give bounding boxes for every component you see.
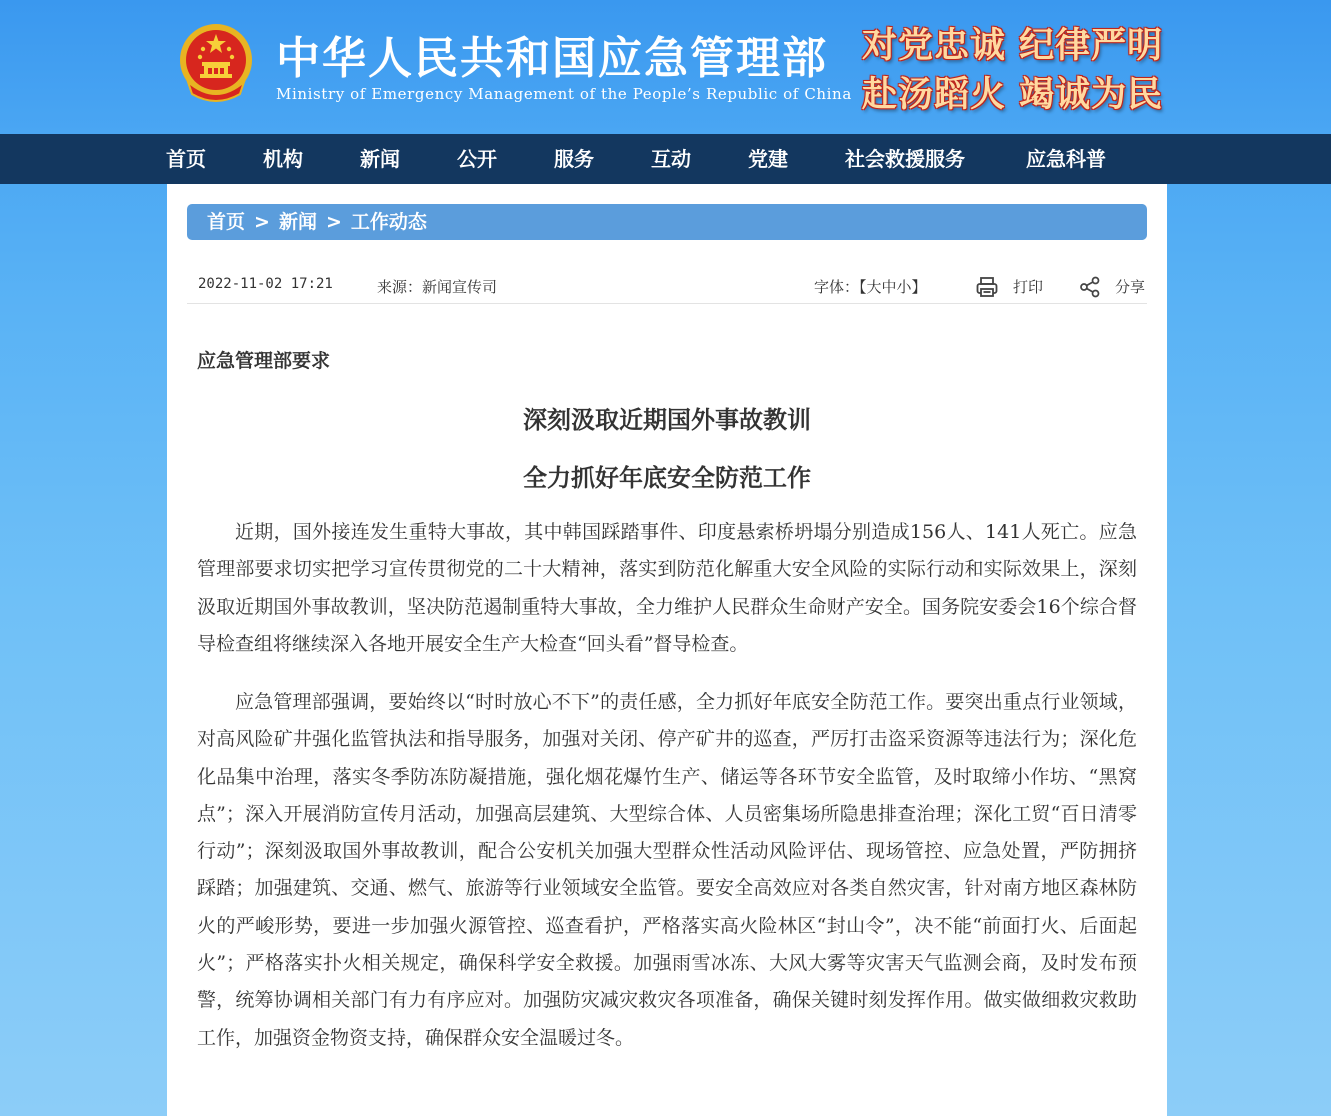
breadcrumb-work-news[interactable]: 工作动态 bbox=[350, 211, 427, 233]
font-size-selector[interactable]: 字体：【大中小】 bbox=[814, 278, 927, 296]
national-emblem-icon[interactable] bbox=[178, 22, 254, 104]
slogan-line-1: 对党忠诚 纪律严明 bbox=[862, 25, 1164, 66]
share-icon[interactable] bbox=[1079, 276, 1101, 298]
nav-item-science[interactable]: 应急科普 bbox=[1026, 147, 1106, 171]
nav-item-party-building[interactable]: 党建 bbox=[748, 147, 788, 171]
nav-item-social-rescue[interactable]: 社会救援服务 bbox=[845, 147, 965, 171]
main-nav bbox=[0, 134, 1331, 184]
article-paragraph: 近期，国外接连发生重特大事故，其中韩国踩踏事件、印度悬索桥坍塌分别造成156人、141人死亡。应急管理部要求切实把学习宣传贯彻党的二十大精神，落实到防范化解重大安全风险的实际行动和实际效果上，深刻汲取近期国外事故教训，坚决防范遏制重特大事故，全力维护人民群众生命财产安全。国务院安委会16个综合督导检查组将继续深入各地开展安全生产大检查“回头看”督导检查。 bbox=[197, 521, 1137, 655]
print-button[interactable]: 打印 bbox=[1013, 278, 1044, 296]
breadcrumb-home[interactable]: 首页 bbox=[207, 211, 246, 233]
article-source: 来源：新闻宣传司 bbox=[377, 278, 498, 296]
nav-item-home[interactable]: 首页 bbox=[166, 147, 206, 171]
share-button[interactable]: 分享 bbox=[1115, 278, 1146, 296]
article-title-line-2: 全力抓好年底安全防范工作 bbox=[523, 463, 811, 492]
article-title-line-1: 深刻汲取近期国外事故教训 bbox=[523, 405, 811, 434]
article-container bbox=[167, 184, 1167, 1116]
nav-item-organization[interactable]: 机构 bbox=[263, 147, 303, 171]
article-meta bbox=[187, 268, 1147, 304]
nav-item-disclosure[interactable]: 公开 bbox=[457, 147, 497, 171]
printer-icon[interactable] bbox=[975, 275, 999, 299]
breadcrumb-news[interactable]: 新闻 bbox=[278, 211, 317, 233]
breadcrumb-separator: > bbox=[254, 211, 270, 233]
article-intro-head: 应急管理部要求 bbox=[197, 350, 331, 372]
slogan-line-2: 赴汤蹈火 竭诚为民 bbox=[862, 74, 1164, 115]
nav-item-interaction[interactable]: 互动 bbox=[651, 147, 691, 171]
nav-item-services[interactable]: 服务 bbox=[554, 147, 594, 171]
breadcrumb-separator: > bbox=[325, 211, 342, 233]
publish-date: 2022-11-02 17:21 bbox=[198, 276, 333, 292]
nav-item-news[interactable]: 新闻 bbox=[360, 147, 400, 171]
site-title[interactable]: 中华人民共和国应急管理部 bbox=[276, 33, 828, 84]
breadcrumb bbox=[187, 204, 1147, 240]
article-paragraph: 应急管理部强调，要始终以“时时放心不下”的责任感，全力抓好年底安全防范工作。要突出重点行业领域，对高风险矿井强化监管执法和指导服务，加强对关闭、停产矿井的巡查，严厉打击盗采资源等违法行为；深化危化品集中治理，落实冬季防冻防凝措施，强化烟花爆竹生产、储运等各环节安全监管，及时取缔小作坊、“黑窝点”；深入开展消防宣传月活动，加强高层建筑、大型综合体、人员密集场所隐患排查治理；深化工贸“百日清零行动”；深刻汲取国外事故教训，配合公安机关加强大型群众性活动风险评估、现场管控、应急处置，严防拥挤踩踏；加强建筑、交通、燃气、旅游等行业领域安全监管。要安全高效应对各类自然灾害，针对南方地区森林防火的严峻形势，要进一步加强火源管控、巡查看护，严格落实高火险林区“封山令”，决不能“前面打火、后面起火”；严格落实扑火相关规定，确保科学安全救援。加强雨雪冰冻、大风大雾等灾害天气监测会商，及时发布预警，统筹协调相关部门有力有序应对。加强防灾减灾救灾各项准备，确保关键时刻发挥作用。做实做细救灾救助工作，加强资金物资支持，确保群众安全温暖过冬。 bbox=[197, 691, 1137, 1049]
site-header bbox=[0, 0, 1331, 134]
site-subtitle: Ministry of Emergency Management of the People’s Republic of China bbox=[276, 85, 852, 103]
